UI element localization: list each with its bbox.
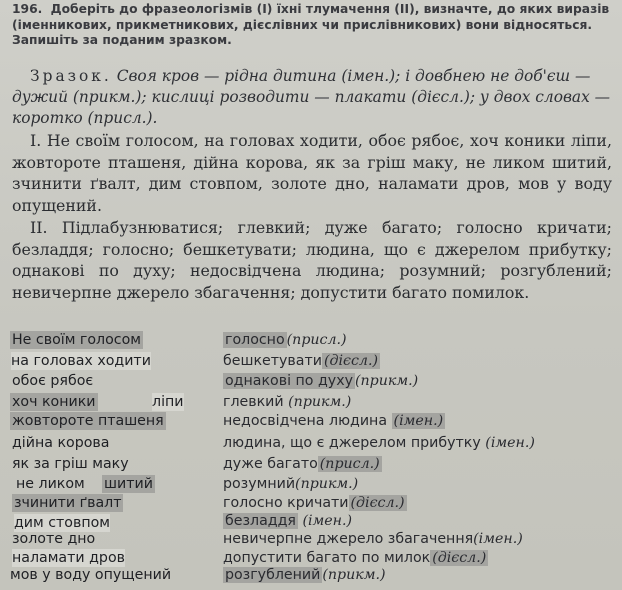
handwritten-answers <box>0 330 622 590</box>
answer-right-item: безладдя (імен.) <box>225 513 353 529</box>
answer-right-item: невичерпне джерело збагачення(імен.) <box>223 531 523 547</box>
answer-left-item: дійна корова <box>12 435 110 451</box>
answer-left-item: як за гріш маку <box>12 456 129 472</box>
meanings-list <box>12 217 612 303</box>
phraseology-list <box>12 130 612 216</box>
answer-left-item: мов у воду опущений <box>10 567 172 583</box>
answer-left-item: наламати дров <box>12 550 125 566</box>
answer-right-item: людина, що є джерелом прибутку (імен.) <box>223 435 535 451</box>
answer-right-item: голосно кричати (дієсл.) <box>223 495 405 511</box>
answer-left-item: на головах ходити <box>11 353 151 369</box>
sample-text: Своя кров — рідна дитина (імен.); і довбнею не доб'єш — дужий (прикм.); кислиці розводити — плакати (дієсл.); у двох словах — коротко (присл.). <box>12 67 611 127</box>
task-text: Доберіть до фразеологізмів (І) їхні тлумачення (ІІ), визначте, до яких виразів (іменникових, прикметникових, дієслівних чи прислівникових) вони відносяться. Запишіть за поданим зразком. <box>12 2 610 47</box>
answer-right-item: бешкетувати (дієсл.) <box>223 353 379 369</box>
answer-left-item: не ликом <box>16 476 85 492</box>
sample-block <box>12 66 612 129</box>
task-number: 196. <box>12 2 43 16</box>
answer-left-item: золоте дно <box>12 531 96 547</box>
answer-left-item: Не своїм голосом <box>12 332 141 348</box>
answer-right-item: дуже багато (присл.) <box>223 456 380 472</box>
answer-right-item: розумний(прикм.) <box>223 476 359 492</box>
answer-left-item: дим стовпом <box>14 515 111 531</box>
answer-right-item: допустити багато по милок (дієсл.) <box>223 550 487 566</box>
answer-left-item: ліпи <box>152 394 184 410</box>
answer-right-item: розгублений (прикм.) <box>225 567 386 583</box>
answer-left-item: зчинити ґвалт <box>14 495 122 511</box>
answer-right-item: недосвідчена людина (імен.) <box>223 413 444 429</box>
answer-right-item: глевкий (прикм.) <box>223 394 352 410</box>
answer-left-item: хоч коники <box>12 394 96 410</box>
answer-left-item: шитий <box>104 476 153 492</box>
meanings-list-text: ІІ. Підлабузнюватися; глевкий; дуже багато; голосно кричати; безладдя; голосно; бешкетувати; людина, що є джерелом прибутку; однакові по духу; недосвідчена людина; розумний; розгублений; невичерпне джерело збагачення; допустити багато помилок. <box>12 218 612 302</box>
answer-right-item: голосно (присл.) <box>225 332 347 348</box>
sample-label: Зразок. <box>30 67 112 85</box>
answer-right-item: однакові по духу (прикм.) <box>225 373 419 389</box>
answer-left-item: жовтороте пташеня <box>12 413 164 429</box>
answer-left-item: обоє рябоє <box>12 373 94 389</box>
phraseology-list-text: І. Не своїм голосом, на головах ходити, обоє рябоє, хоч коники ліпи, жовтороте пташеня, дійна корова, як за гріш маку, не ликом шитий, зчинити ґвалт, дим стовпом, золоте дно, наламати дров, мов у воду опущений. <box>12 131 612 215</box>
task-instruction <box>12 2 612 49</box>
